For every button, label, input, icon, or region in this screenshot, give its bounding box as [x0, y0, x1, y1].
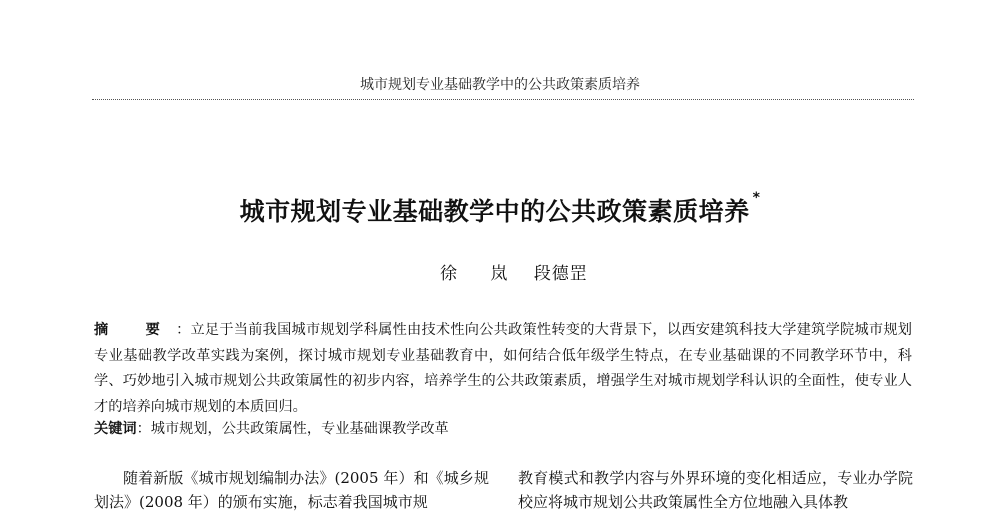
abstract-text: 立足于当前我国城市规划学科属性由技术性向公共政策性转变的大背景下，以西安建筑科技大学建筑学院城市规划专业基础教学改革实践为案例，探讨城市规划专业基础教育中，如何结合低年级学生特点，在专业基础课的不同教学环节中，科学、巧妙地引入城市规划公共政策属性的初步内容，培养学生的公共政策素质，增强学生对城市规划学科认识的全面性，使专业人才的培养向城市规划的本质回归。 — [94, 322, 912, 415]
abstract — [94, 318, 912, 420]
keywords-label: 关键词 — [94, 421, 137, 437]
paper-title-text: 城市规划专业基础教学中的公共政策素质培养 — [239, 197, 750, 226]
author-list — [440, 259, 588, 284]
author-name: 徐 岚 — [440, 264, 522, 284]
title-footnote-mark: * — [752, 190, 761, 206]
header-divider — [92, 99, 914, 100]
body-column-left: 随着新版《城市规划编制办法》(2005 年）和《城乡规划法》(2008 年）的颁布实施，标志着我国城市规 — [94, 469, 489, 511]
paper-title — [0, 192, 1000, 228]
keywords-separator: ： — [136, 421, 151, 437]
body-column-right: 教育模式和教学内容与外界环境的变化相适应，专业办学院校应将城市规划公共政策属性全方位地融入具体教 — [518, 469, 913, 511]
abstract-label: 摘 要 — [94, 322, 177, 338]
abstract-separator: ： — [176, 322, 191, 338]
author-name: 段德罡 — [533, 264, 588, 284]
keywords — [94, 418, 912, 440]
keywords-text: 城市规划，公共政策属性，专业基础课教学改革 — [150, 421, 449, 437]
running-header: 城市规划专业基础教学中的公共政策素质培养 — [360, 77, 640, 93]
